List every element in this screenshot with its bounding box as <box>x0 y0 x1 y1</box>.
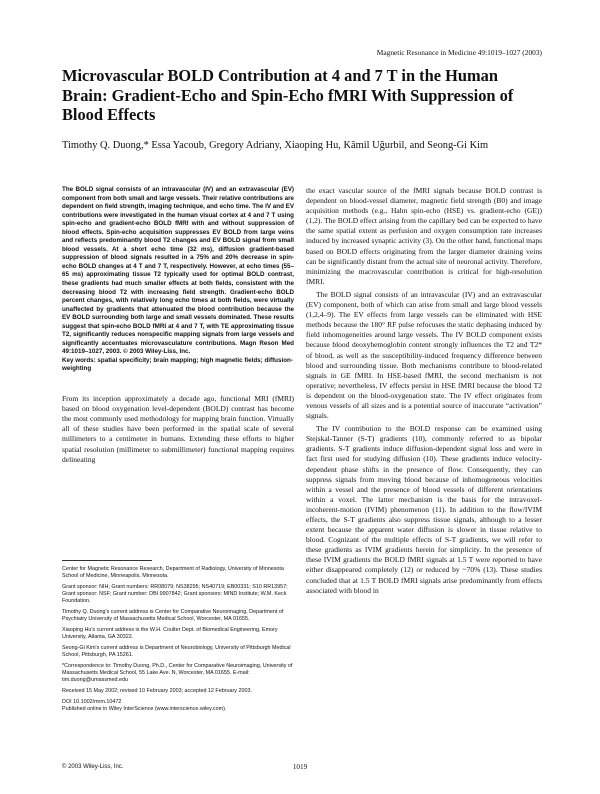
footnotes <box>62 566 294 713</box>
body-paragraph: The IV contribution to the BOLD response can be examined using Stejskal-Tanner (S-T) gradients (10), commonly referred to as bipolar gradients. S-T gradients induce diffusion-dependent signal loss and were in fact first used for studying diffusion (10). These gradients induce velocity-dependent phase shifts in the presence of flow. Consequently, they can suppress signals from moving blood because of inhomogeneous velocities within a vessel and the presence of blood vessels of different orientations within a voxel. The latter mechanism is the basis for the intravoxel-incoherent-motion (IVIM) phenomenon (11). In addition to the flow/IVIM effects, the S-T gradients also suppress tissue signals, although to a lesser extent because the apparent water diffusion is slower in tissue relative to blood. Cognizant of the multiple effects of S-T gradients, we will refer to these gradients as IVIM gradients herein for simplicity. In the presence of these IVIM gradients the BOLD fMRI signals at 1.5 T were reported to have either disappeared completely (12) or reduced by ~70% (13). These studies concluded that at 1.5 T BOLD fMRI signals arise predominantly from effects associated with blood in <box>306 424 542 595</box>
footnote-correspondence: *Correspondence to: Timothy Duong, Ph.D., Center for Comparative Neuroimaging, University of Massachusetts Medical School, 55 Lake Ave. N, Worcester, MA 01655. E-mail: tim.duong@umassmed.edu <box>62 663 293 684</box>
footnote-grants: Grant sponsor: NIH; Grant numbers: RR08079; NS38295; NS40719; EB00331; S10 RR13957; Grant sponsor: NSF; Grant number: DBI 9907842; Grant sponsors: MIND Institute; W.M. Keck Foundation. <box>62 583 288 605</box>
body-paragraph: The BOLD signal consists of an intravascular (IV) and an extravascular (EV) component, both of which can arise from small and large blood vessels (1,2,4–9). The EV effects from large vessels can be eliminated with HSE methods because the 180° RF pulse refocuses the static dephasing induced by field inhomogeneities around large vessels. The IV BOLD component exists because blood deoxyhemoglobin content strongly influences the T2 and T2* of blood, as well as the susceptibility-induced frequency difference between blood and surrounding tissue. Both mechanisms contribute to blood-related signals in GE fMRI. In HSE-based fMRI, the second mechanism is not operative; nevertheless, IV effects persist in HSE fMRI because the blood T2 is dependent on the blood-oxygenation state. The IV effect originates from venous vessels of all sizes and is a potential source of inaccurate “activation” signals. <box>306 289 542 421</box>
author-list: Timothy Q. Duong,* Essa Yacoub, Gregory Adriany, Xiaoping Hu, Kâmil Uğurbil, and Seong-Gi Kim <box>62 140 489 151</box>
footnote-doi: DOI 10.1002/mrm.10472 Published online in Wiley InterScience (www.interscience.wiley.com). <box>62 698 227 713</box>
keywords: Key words: spatial specificity; brain mapping; high magnetic fields; diffusion-weighting <box>62 356 293 373</box>
footnote-rule <box>62 560 152 561</box>
article-title: Microvascular BOLD Contribution at 4 and 7 T in the Human Brain: Gradient-Echo and Spin-Echo fMRI With Suppression of Blood Effects <box>62 66 514 124</box>
footnote-received: Received 15 May 2002; revised 10 February 2003; accepted 12 February 2003. <box>62 688 252 695</box>
running-head: Magnetic Resonance in Medicine 49:1019–1027 (2003) <box>376 48 542 57</box>
right-column <box>306 186 542 596</box>
footnote-kim-address: Seong-Gi Kim's current address is Department of Neurobiology, University of Pittsburgh Medical School, Pittsburgh, PA 15261. <box>62 645 291 659</box>
body-paragraph: the exact vascular source of the fMRI signals because BOLD contrast is dependent on blood-vessel diameter, magnetic field strength (B0) and image acquisition methods (e.g., Hahn spin-echo (HSE) vs. gradient-echo (GE)) (1,2). The BOLD effect arising from the capillary bed can be expected to have the same spatial extent as perfusion and oxygen consumption rate increases induced by increased synaptic activity (3). On the other hand, functional maps based on BOLD effects originating from the larger diameter draining veins can be significantly distant from the actual site of neuronal activity. Therefore, minimizing the macrovascular contribution is critical for high-resolution fMRI. <box>306 186 542 286</box>
abstract: The BOLD signal consists of an intravascular (IV) and an extravascular (EV) component from both small and large vessels. Their relative contributions are dependent on field strength, imaging technique, and echo time. The IV and EV contributions were investigated in the human visual cortex at 4 and 7 T using spin-echo and gradient-echo BOLD fMRI with and without suppression of blood effects. Spin-echo acquisition suppresses EV BOLD from large veins and reflects predominantly blood T2 changes and EV BOLD signal from small blood vessels. At a short echo time (32 ms), diffusion gradient-based suppression of blood signals resulted in a 75% and 20% decrease in spin-echo BOLD changes at 4 T and 7 T, respectively. However, at echo times (55–65 ms) approximating tissue T2 typically used for optimal BOLD contrast, these gradients had much smaller effects at both fields, consistent with the decreasing blood T2 with increasing field strength. Gradient-echo BOLD percent changes, with relatively long echo times at both fields, were virtually unaffected by gradients that attenuated the blood contribution because the EV BOLD surrounding both large and small vessels dominated. These results suggest that spin-echo BOLD fMRI at 4 and 7 T, with TE approximating tissue T2, significantly reduces nonspecific mapping signals from large vessels and significantly accentuates microvasculature contributions. Magn Reson Med 49:1019–1027, 2003. © 2003 Wiley-Liss, Inc. <box>62 186 294 356</box>
intro-paragraph: From its inception approximately a decade ago, functional MRI (fMRI) based on blood oxygenation level-dependent (BOLD) contrast has become the most commonly used methodology for mapping brain function. Virtually all of these studies have been performed in the spatial scale of several millimeters to a centimeter in humans. Extending these efforts to higher spatial resolution (millimeter to submillimeter) functional mapping requires delineating <box>62 394 294 464</box>
footnote-hu-address: Xiaoping Hu's current address is the W.H. Coulter Dept. of Biomedical Engineering, Emory University, Atlanta, GA 30322. <box>62 627 278 641</box>
copyright-notice: © 2003 Wiley-Liss, Inc. <box>62 764 124 770</box>
footnote-affiliation: Center for Magnetic Resonance Research, Department of Radiology, University of Minnesota School of Medicine, Minneapolis, Minnesota. <box>62 566 284 580</box>
footnote-duong-address: Timothy Q. Duong's current address is Center for Comparative Neuroimaging, Department of Psychiatry University of Massachusetts Medical School, Worcester, MA 01655. <box>62 609 284 623</box>
left-column <box>62 186 294 465</box>
page-number: 1019 <box>292 763 308 771</box>
